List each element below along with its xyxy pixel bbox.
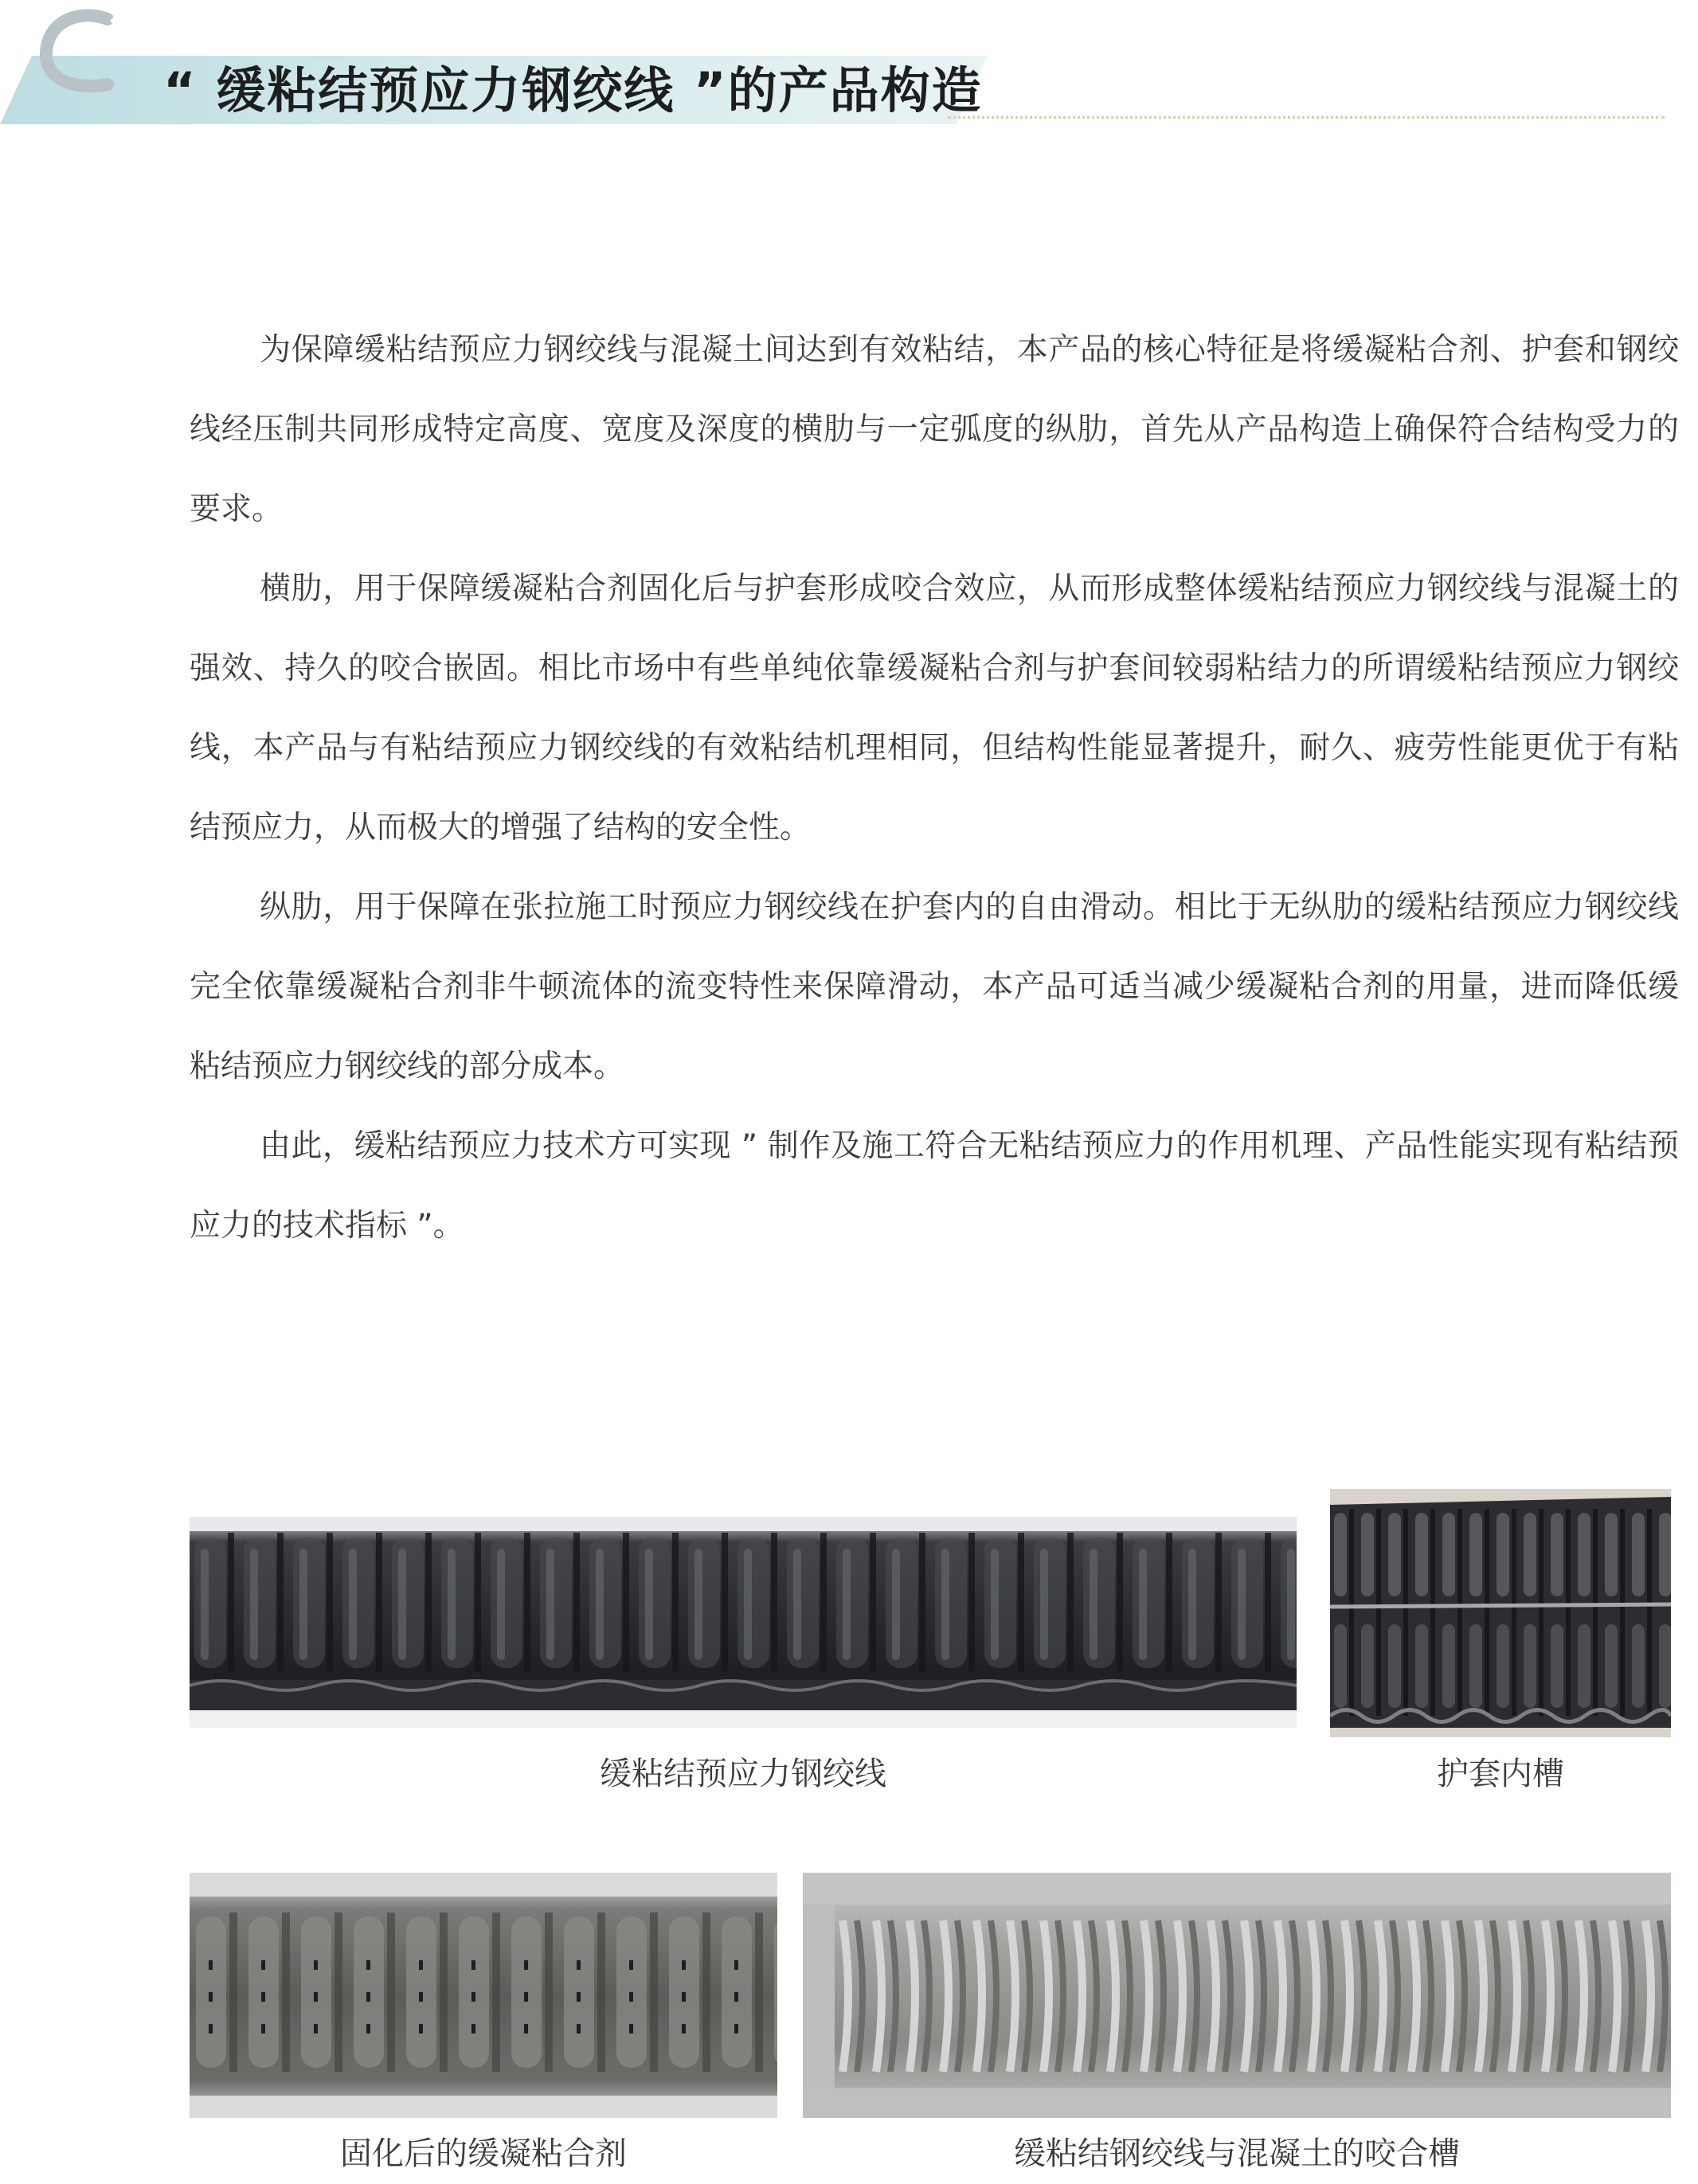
paragraph-conclusion: 由此，缓粘结预应力技术方可实现 ” 制作及施工符合无粘结预应力的作用机理、产品性能实现有粘结预应力的技术指标 ”。 [190,1128,1679,1244]
header-dotted-rule [948,116,1665,119]
header-arc-icon [32,5,127,100]
page-header [0,0,1698,135]
photo-sheath [1330,1489,1671,1737]
paragraph-longitudinal-rib: 纵肋，用于保障在张拉施工时预应力钢绞线在护套内的自由滑动。相比于无纵肋的缓粘结预应力钢绞线完全依靠缓凝粘合剂非牛顿流体的流变特性来保障滑动，本产品可适当减少缓凝粘合剂的用量，进而降低缓粘结预应力钢绞线的部分成本。 [190,889,1679,1084]
caption-concrete-groove: 缓粘结钢绞线与混凝土的咬合槽 [1014,2135,1460,2172]
photo-strand [190,1517,1297,1728]
caption-cured-adhesive: 固化后的缓凝粘合剂 [340,2135,627,2172]
article-body [190,311,1679,1266]
caption-strand: 缓粘结预应力钢绞线 [600,1756,886,1792]
concrete-groove-illustration [803,1873,1671,2118]
sheath-illustration [1330,1489,1671,1737]
photo-concrete-groove [803,1873,1671,2118]
caption-sheath: 护套内槽 [1437,1756,1564,1792]
photo-cured-adhesive [190,1873,777,2118]
paragraph-intro: 为保障缓粘结预应力钢绞线与混凝土间达到有效粘结，本产品的核心特征是将缓凝粘合剂、护套和钢绞线经压制共同形成特定高度、宽度及深度的横肋与一定弧度的纵肋，首先从产品构造上确保符合结构受力的要求。 [190,332,1679,527]
strand-illustration [190,1517,1297,1728]
paragraph-transverse-rib: 横肋，用于保障缓凝粘合剂固化后与护套形成咬合效应，从而形成整体缓粘结预应力钢绞线与混凝土的强效、持久的咬合嵌固。相比市场中有些单纯依靠缓凝粘合剂与护套间较弱粘结力的所谓缓粘结预应力钢绞线，本产品与有粘结预应力钢绞线的有效粘结机理相同，但结构性能显著提升，耐久、疲劳性能更优于有粘结预应力，从而极大的增强了结构的安全性。 [190,571,1679,846]
page-title: “ 缓粘结预应力钢绞线 ”的产品构造 [163,61,983,119]
cured-adhesive-illustration [190,1873,777,2118]
